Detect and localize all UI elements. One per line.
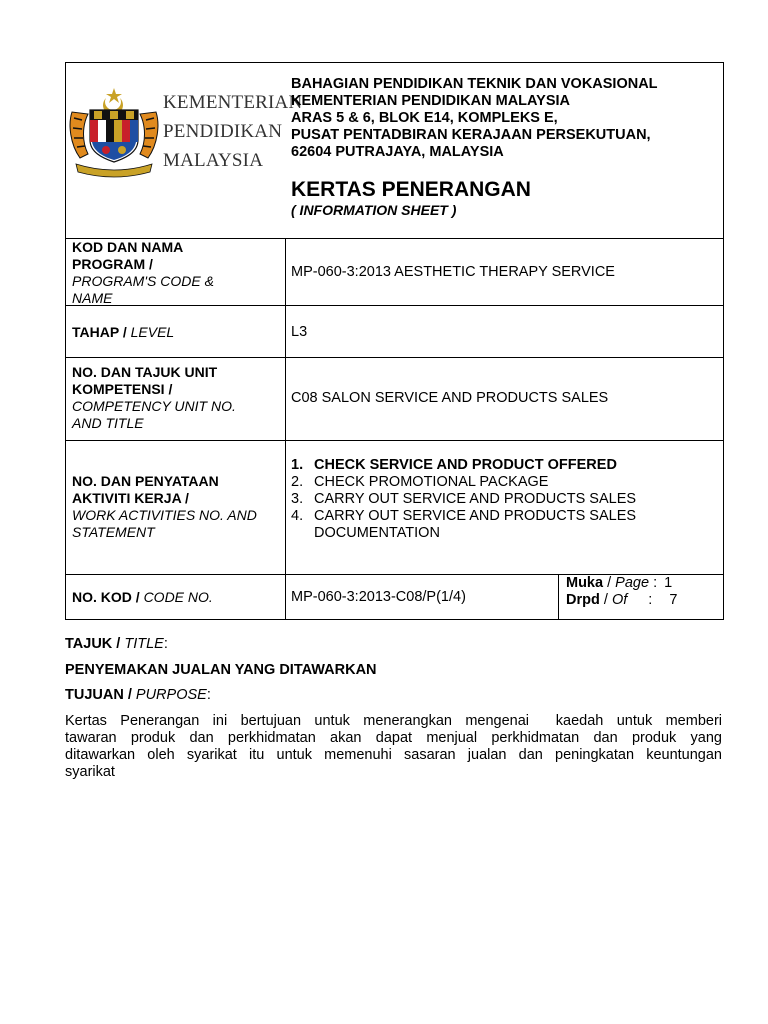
purpose-line: ditawarkan oleh syarikat itu untuk memenuhi sasaran jualan dan peningkatan keuntungan [65, 747, 722, 763]
address-line: PUSAT PENTADBIRAN KERAJAAN PERSEKUTUAN, [291, 127, 651, 143]
activity-item [291, 474, 691, 491]
purpose-label-english: PURPOSE [135, 687, 207, 703]
row-divider [65, 440, 724, 441]
page-total: 7 [669, 592, 678, 608]
level-label-malay: TAHAP / [72, 324, 127, 340]
activities-label-english: WORK ACTIVITIES NO. AND STATEMENT [72, 507, 257, 540]
title-label-english: TITLE [124, 636, 164, 652]
unit-label-malay: NO. DAN TAJUK UNIT KOMPETENSI / [72, 364, 218, 397]
ministry-name-line2: PENDIDIKAN [163, 121, 283, 142]
activity-item [291, 491, 691, 508]
activity-item [291, 457, 691, 474]
ministry-name [163, 88, 302, 175]
activity-number: 4. [291, 508, 304, 524]
unit-label [72, 364, 277, 432]
title-heading: TAJUK / TITLE: [65, 636, 168, 652]
activity-text: CARRY OUT SERVICE AND PRODUCTS SALES [314, 491, 637, 507]
activity-number: 1. [291, 457, 304, 473]
activity-text: CHECK PROMOTIONAL PACKAGE [314, 474, 549, 490]
page-total-row: Drpd / Of : 7 [566, 592, 678, 608]
ministry-logo [66, 84, 303, 179]
document-title: KERTAS PENERANGAN [291, 178, 531, 201]
of-label-malay: Drpd [566, 592, 600, 608]
code-label-malay: NO. KOD / [72, 589, 140, 605]
purpose-label-malay: TUJUAN / [65, 687, 132, 703]
page-number-row: Muka / Page : 1 [566, 575, 673, 591]
activity-number: 3. [291, 491, 304, 507]
address-block [291, 76, 721, 161]
coat-of-arms-icon [66, 84, 162, 179]
activity-number: 2. [291, 474, 304, 490]
code-value: MP-060-3:2013-C08/P(1/4) [291, 589, 466, 605]
page-number: 1 [664, 575, 673, 591]
program-label-english: PROGRAM'S CODE & NAME [72, 273, 214, 306]
level-label-english: LEVEL [130, 324, 175, 340]
program-value: MP-060-3:2013 AESTHETIC THERAPY SERVICE [291, 264, 615, 280]
address-line: BAHAGIAN PENDIDIKAN TEKNIK DAN VOKASIONAL [291, 76, 658, 92]
ministry-name-line1: KEMENTERIAN [163, 92, 303, 113]
column-divider [285, 238, 286, 620]
activity-text: CHECK SERVICE AND PRODUCT OFFERED [314, 457, 617, 473]
activity-text: CARRY OUT SERVICE AND PRODUCTS SALES DOCUMENTATION [314, 508, 637, 541]
activities-label-malay: NO. DAN PENYATAAN AKTIVITI KERJA / [72, 473, 219, 506]
activities-label [72, 473, 277, 541]
row-divider [65, 357, 724, 358]
column-divider [558, 574, 559, 620]
program-label [72, 239, 277, 307]
code-label [72, 589, 213, 606]
page-label-malay: Muka [566, 575, 604, 591]
document-subtitle: ( INFORMATION SHEET ) [291, 202, 457, 218]
purpose-line: Kertas Penerangan ini bertujuan untuk menerangkan mengenai kaedah untuk memberi [65, 713, 722, 729]
purpose-line: syarikat [65, 764, 115, 780]
program-label-malay: KOD DAN NAMA PROGRAM / [72, 239, 183, 272]
unit-value: C08 SALON SERVICE AND PRODUCTS SALES [291, 390, 609, 406]
page-label-english: Page [615, 575, 650, 591]
title-label-malay: TAJUK / [65, 636, 121, 652]
address-line: ARAS 5 & 6, BLOK E14, KOMPLEKS E, [291, 110, 558, 126]
level-label [72, 324, 174, 341]
address-line: KEMENTERIAN PENDIDIKAN MALAYSIA [291, 93, 571, 109]
activities-list [291, 457, 691, 542]
address-line: 62604 PUTRAJAYA, MALAYSIA [291, 144, 504, 160]
purpose-heading: TUJUAN / PURPOSE: [65, 687, 211, 703]
purpose-paragraph [65, 713, 722, 781]
of-label-english: Of [611, 592, 628, 608]
ministry-name-line3: MALAYSIA [163, 150, 264, 171]
unit-label-english: COMPETENCY UNIT NO. AND TITLE [72, 398, 236, 431]
level-value: L3 [291, 324, 308, 340]
purpose-line: tawaran produk dan perkhidmatan akan dapat menjual perkhidmatan dan produk yang [65, 730, 722, 746]
topic-title: PENYEMAKAN JUALAN YANG DITAWARKAN [65, 662, 377, 678]
page-indicator [566, 575, 677, 609]
activity-item [291, 508, 691, 542]
code-label-english: CODE NO. [143, 589, 213, 605]
